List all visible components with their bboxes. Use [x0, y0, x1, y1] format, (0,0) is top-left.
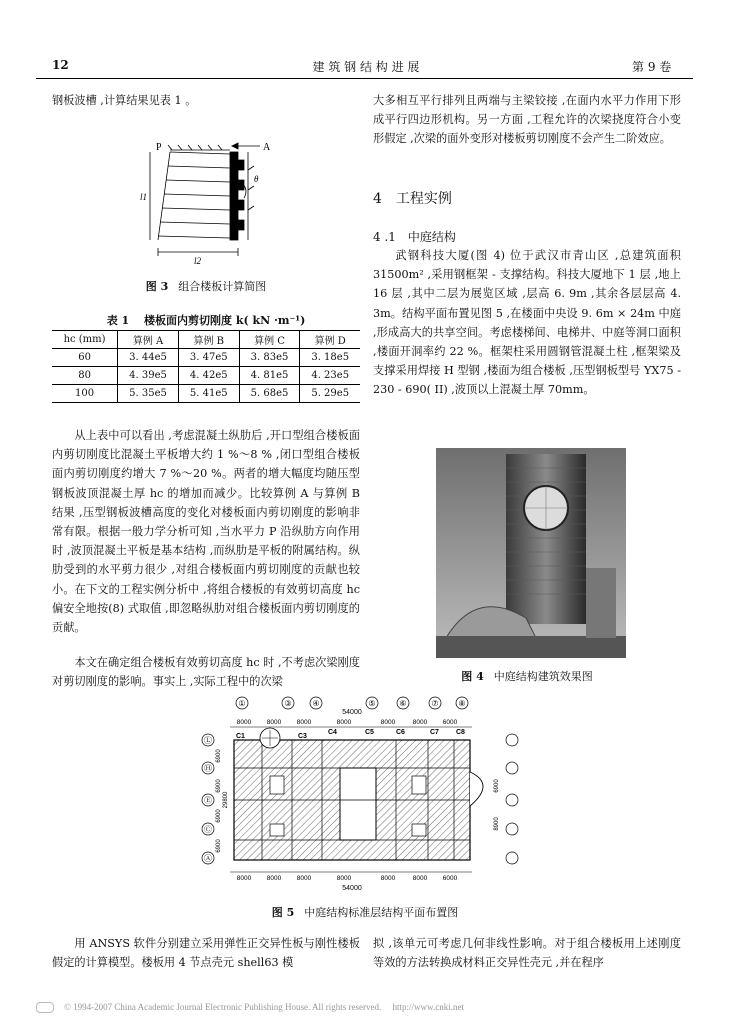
section-heading: 4 工程实例: [373, 191, 452, 207]
axis-label: Ⓔ: [204, 796, 212, 805]
column-label: C7: [430, 729, 439, 736]
axis-label: Ⓗ: [204, 764, 212, 773]
bay-dimension: 8000: [266, 719, 282, 726]
label-l2: l2: [194, 256, 202, 266]
table-cell: 3. 18e5: [300, 349, 360, 367]
table-header-cell: 算例 B: [178, 331, 239, 349]
page-number: 12: [52, 58, 69, 72]
table-header-cell: 算例 A: [118, 331, 179, 349]
header-rule: [36, 78, 693, 79]
bottom-right-paragraph: 拟 ,该单元可考虑几何非线性影响。对于组合楼板用上述刚度等效的方法转换成材料正交异性壳元 ,并在程序: [373, 937, 681, 970]
table-cell: 5. 35e5: [118, 385, 179, 403]
table-header-cell: 算例 C: [239, 331, 300, 349]
left-paragraph-1: 从上表中可以看出 ,考虑混凝土纵肋后 ,开口型组合楼板面内剪切刚度比混凝土平板增大约 1 %～8 % ,闭口型组合楼板面内剪切刚度约增大 7 %～20 %。两者的增大幅度均随压型钢板波顶混凝土厚 hc 的增加而减少。比较算例 A 与算例 B 结果 ,压型钢板波槽高度的变化对楼板面内剪切刚度的影响非常有限。根据一般力学分析可知 ,当水平力 P 沿纵肋方向作用时 ,波顶混凝土平板是基本结构 ,而纵肋是平板的附属结构。纵肋受到的水平剪力很少 ,对组合楼板面内剪切刚度的贡献也较小。在下文的工程实例分析中 ,将组合楼板的有效剪切高度 hc 偏安全地按(8) 式取值 ,即忽略纵肋对组合楼板面内剪切刚度的贡献。: [52, 429, 360, 635]
figure-5-number: 图 5: [271, 906, 295, 919]
table-header-row: [52, 331, 360, 349]
axis-label: Ⓐ: [204, 854, 212, 863]
side-total-dimension: 29800: [223, 791, 229, 809]
table-row: [52, 349, 360, 367]
table-cell: 4. 81e5: [239, 367, 300, 385]
total-dimension-top: 54000: [342, 709, 362, 716]
top-axis-row: [236, 697, 468, 709]
figure-3-number: 图 3: [145, 280, 169, 293]
table-cell: 5. 41e5: [178, 385, 239, 403]
axis-label: ①: [238, 699, 246, 708]
table-cell: 4. 39e5: [118, 367, 179, 385]
column-label: C8: [456, 729, 465, 736]
table-row: [52, 367, 360, 385]
figure-4-number: 图 4: [461, 670, 484, 683]
label-a: A: [263, 142, 271, 153]
right-paragraph-1: 大多相互平行排列且两端与主梁铰接 ,在面内水平力作用下形成平行四边形机构。另一方面 ,工程允许的次梁挠度符合小变形假定 ,次梁的面外变形对楼板剪切刚度不会产生二阶效应。: [373, 94, 681, 146]
side-dimension: 6900: [216, 809, 222, 823]
axis-label: ④: [312, 699, 320, 708]
figure-4-photo: [436, 448, 626, 658]
bay-dimension-bottom: 8000: [236, 875, 252, 882]
axis-label: ⑤: [368, 699, 376, 708]
bottom-left-paragraph: 用 ANSYS 软件分别建立采用弹性正交异性板与刚性楼板假定的计算模型。楼板用 4 节点壳元 shell63 模: [52, 937, 360, 970]
axis-label: Ⓛ: [204, 736, 212, 745]
bay-dimension: 8000: [380, 719, 396, 726]
bay-dimension-bottom: 8000: [296, 875, 312, 882]
journal-title: 建 筑 钢 结 构 进 展: [312, 60, 420, 74]
axis-label: ⑦: [431, 699, 439, 708]
right-dimension: 8900: [494, 817, 500, 831]
cnki-logo-icon: [36, 1002, 54, 1013]
bay-dimension: 6000: [442, 719, 458, 726]
bay-dimension: 8000: [236, 719, 252, 726]
side-dimension: 6900: [216, 839, 222, 853]
axis-label: ⑧: [458, 699, 466, 708]
table-cell: 4. 42e5: [178, 367, 239, 385]
label-p: P: [156, 142, 162, 153]
table-cell: 3. 44e5: [118, 349, 179, 367]
figure-5-plan: [200, 694, 520, 898]
column-label: C3: [298, 733, 307, 740]
figure-5-title: 中庭结构标准层结构平面布置图: [304, 906, 459, 919]
right-dimension: 6900: [494, 779, 500, 793]
table-cell: 3. 47e5: [178, 349, 239, 367]
column-label: C6: [396, 729, 405, 736]
subsection-heading: 4 .1 中庭结构: [373, 230, 456, 244]
table-header-cell: 算例 D: [300, 331, 360, 349]
table-cell: 80: [52, 367, 118, 385]
table-cell: 3. 83e5: [239, 349, 300, 367]
copyright-text: © 1994-2007 China Academic Journal Electronic Publishing House. All rights reserved. http://www.cnki.net: [64, 1002, 464, 1012]
table-cell: 100: [52, 385, 118, 403]
left-intro-line: 钢板波槽 ,计算结果见表 1 。: [52, 94, 197, 107]
table-row: [52, 385, 360, 403]
axis-label: ③: [284, 699, 292, 708]
column-label: C4: [328, 729, 337, 736]
section-paragraph-1: 武钢科技大厦(图 4) 位于武汉市青山区 ,总建筑面积 31500m² ,采用钢框架 - 支撑结构。科技大厦地下 1 层 ,地上 16 层 ,其中二层为展览区域 ,层高 6. 9m ,其余各层层高 4. 3m。结构平面布置见图 5 ,在楼面中央设 9. 6m × 24m 中庭 ,形成高大的共享空间。考虑楼梯间、电梯井、中庭等洞口面积 ,楼面开洞率约 22 %。框架柱采用圆钢管混凝土柱 ,框架梁及支撑采用焊接 H 型钢 ,楼面为组合楼板 ,压型钢板型号 YX75 - 230 - 690( II) ,波顶以上混凝土厚 70mm。: [373, 249, 681, 397]
label-l1: l1: [140, 192, 148, 202]
figure-4-title: 中庭结构建筑效果图: [493, 670, 593, 683]
bay-dimension-bottom: 8000: [380, 875, 396, 882]
label-theta: θ: [254, 174, 259, 184]
bay-dimension-bottom: 8000: [412, 875, 428, 882]
figure-5-caption: [200, 904, 530, 920]
table-header-cell: hc (mm): [52, 331, 118, 349]
bay-dimension: 8000: [412, 719, 428, 726]
bay-dimension: 8000: [336, 719, 352, 726]
bay-dimension-bottom: 6000: [442, 875, 458, 882]
copyright-footer: [36, 1000, 696, 1013]
figure-3: [120, 140, 310, 270]
table-cell: 5. 68e5: [239, 385, 300, 403]
volume-label: 第 9 卷: [632, 60, 672, 74]
figure-3-title: 组合楼板计算简图: [178, 280, 267, 293]
table-1: [52, 330, 360, 403]
bay-dimension-bottom: 8000: [336, 875, 352, 882]
column-label: C5: [365, 729, 374, 736]
figure-4-caption: [373, 668, 681, 684]
axis-label: ⑥: [399, 699, 407, 708]
axis-label: Ⓒ: [204, 825, 212, 834]
table-cell: 60: [52, 349, 118, 367]
column-label: C1: [236, 733, 245, 740]
left-paragraph-2: 本文在确定组合楼板有效剪切高度 hc 时 ,不考虑次梁刚度对剪切刚度的影响。事实上 ,实际工程中的次梁: [52, 656, 360, 689]
side-dimension: 6900: [216, 749, 222, 763]
figure-3-caption: [52, 278, 360, 294]
bay-dimension-bottom: 8000: [266, 875, 282, 882]
table-1-caption: 表 1 楼板面内剪切刚度 k( kN ·m⁻¹): [106, 314, 306, 327]
table-cell: 4. 23e5: [300, 367, 360, 385]
bay-dimension: 8000: [296, 719, 312, 726]
side-dimension: 6900: [216, 779, 222, 793]
table-cell: 5. 29e5: [300, 385, 360, 403]
total-dimension-bottom: 54000: [342, 885, 362, 892]
